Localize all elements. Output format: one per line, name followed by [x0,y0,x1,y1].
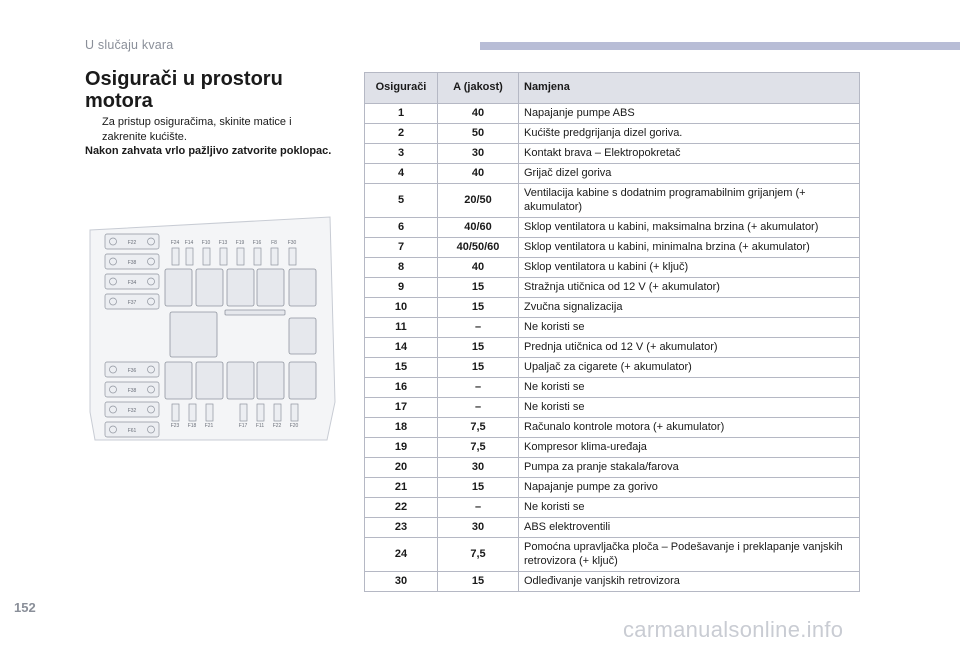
fuse-label: F21 [204,423,214,429]
side-fuse [105,274,159,289]
table-row [365,572,860,592]
amperage-cell: 30 [438,518,519,538]
table-row [365,438,860,458]
amperage-cell: – [438,498,519,518]
fuse-number-cell: 15 [365,358,438,378]
fuse-label: F8 [271,240,277,246]
side-fuse [105,294,159,309]
fuse-number-cell: 18 [365,418,438,438]
relay [165,269,192,306]
purpose-cell: Prednja utičnica od 12 V (+ akumulator) [519,338,860,358]
fuse-number-cell: 19 [365,438,438,458]
relay [289,362,316,399]
side-fuse [105,422,159,437]
amperage-cell: 15 [438,478,519,498]
section-label: U slučaju kvara [85,38,174,52]
fuse-label: F11 [255,423,265,429]
intro-text [85,115,335,159]
purpose-cell: Sklop ventilatora u kabini, maksimalna brzina (+ akumulator) [519,218,860,238]
table-row [365,144,860,164]
relay [165,362,192,399]
fuse-label: F14 [184,240,194,246]
table-row [365,184,860,218]
instruction-text: Za pristup osiguračima, skinite matice i zakrenite kućište. [102,116,292,143]
header-bar [480,42,960,50]
table-row [365,318,860,338]
fuse-number-cell: 10 [365,298,438,318]
fuse-label: F17 [238,423,248,429]
fuse-number-cell: 5 [365,184,438,218]
fuse-number-cell: 4 [365,164,438,184]
fuse-label: F19 [235,240,245,246]
table-row [365,398,860,418]
fuse-label: F13 [218,240,228,246]
table-row [365,124,860,144]
purpose-cell: Kućište predgrijanja dizel goriva. [519,124,860,144]
fuse-number-cell: 14 [365,338,438,358]
table-row [365,338,860,358]
table-row [365,298,860,318]
fuse-number-cell: 3 [365,144,438,164]
fuse-number-cell: 22 [365,498,438,518]
purpose-cell: Grijač dizel goriva [519,164,860,184]
purpose-cell: Ventilacija kabine s dodatnim programabilnim grijanjem (+ akumulator) [519,184,860,218]
fuse-number-cell: 8 [365,258,438,278]
fuse-label: F32 [127,408,137,414]
purpose-cell: Stražnja utičnica od 12 V (+ akumulator) [519,278,860,298]
fuse-number-cell: 2 [365,124,438,144]
purpose-cell: Kompresor klima-uređaja [519,438,860,458]
fuse-number-cell: 16 [365,378,438,398]
fuse-number-cell: 17 [365,398,438,418]
fuse-number-cell: 7 [365,238,438,258]
amperage-cell: 40 [438,164,519,184]
table-header-row [365,73,860,104]
fuse-label: F36 [127,368,137,374]
purpose-cell: Zvučna signalizacija [519,298,860,318]
fuse-label: F24 [170,240,180,246]
table-row [365,538,860,572]
amperage-cell: 15 [438,278,519,298]
column-header-amperage: A (jakost) [438,73,519,104]
side-fuse [105,254,159,269]
purpose-cell: Računalo kontrole motora (+ akumulator) [519,418,860,438]
relay [170,312,217,357]
fuse-number-cell: 24 [365,538,438,572]
table-row [365,378,860,398]
table-row [365,418,860,438]
amperage-cell: 15 [438,298,519,318]
table-row [365,518,860,538]
column-header-purpose: Namjena [519,73,860,104]
relay [289,269,316,306]
side-fuse [105,382,159,397]
fuse-label: F23 [170,423,180,429]
relay [196,269,223,306]
table-row [365,458,860,478]
instruction-bullet [85,115,335,144]
fuse-label: F22 [272,423,282,429]
fuse-number-cell: 21 [365,478,438,498]
watermark: carmanualsonline.info [623,617,844,642]
fuse-label: F38 [127,260,137,266]
amperage-cell: 15 [438,572,519,592]
fuse-number-cell: 1 [365,104,438,124]
side-fuse [105,402,159,417]
fuse-label: F34 [127,280,137,286]
fuse-table [364,72,860,592]
amperage-cell: 40/60 [438,218,519,238]
fuse-number-cell: 6 [365,218,438,238]
relay [257,362,284,399]
amperage-cell: 40/50/60 [438,238,519,258]
fuse-label: F61 [127,428,137,434]
amperage-cell: 20/50 [438,184,519,218]
amperage-cell: 40 [438,104,519,124]
relay [227,269,254,306]
purpose-cell: Ne koristi se [519,318,860,338]
relay [257,269,284,306]
table-row [365,278,860,298]
purpose-cell: Napajanje pumpe ABS [519,104,860,124]
fuse-label: F10 [201,240,211,246]
purpose-cell: Odleđivanje vanjskih retrovizora [519,572,860,592]
purpose-cell: Pumpa za pranje stakala/farova [519,458,860,478]
fuse-label: F20 [289,423,299,429]
amperage-cell: 30 [438,458,519,478]
relay [196,362,223,399]
purpose-cell: Upaljač za cigarete (+ akumulator) [519,358,860,378]
purpose-cell: Pomoćna upravljačka ploča – Podešavanje i preklapanje vanjskih retrovizora (+ ključ) [519,538,860,572]
purpose-cell: Ne koristi se [519,398,860,418]
amperage-cell: 50 [438,124,519,144]
page-title: Osigurači u prostoru motora [85,68,283,112]
amperage-cell: 40 [438,258,519,278]
amperage-cell: – [438,378,519,398]
amperage-cell: – [438,398,519,418]
fuse-number-cell: 30 [365,572,438,592]
purpose-cell: Ne koristi se [519,498,860,518]
amperage-cell: 30 [438,144,519,164]
bullet-icon [85,115,102,144]
fuse-label: F22 [127,240,137,246]
warning-note: Nakon zahvata vrlo pažljivo zatvorite poklopac. [85,145,332,157]
column-header-fuse: Osigurači [365,73,438,104]
table-row [365,218,860,238]
relay [225,310,285,315]
fuse-label: F37 [127,300,137,306]
fuse-number-cell: 11 [365,318,438,338]
purpose-cell: Sklop ventilatora u kabini (+ ključ) [519,258,860,278]
purpose-cell: Ne koristi se [519,378,860,398]
table-row [365,498,860,518]
fuse-label: F18 [187,423,197,429]
purpose-cell: Napajanje pumpe za gorivo [519,478,860,498]
purpose-cell: ABS elektroventili [519,518,860,538]
table-row [365,238,860,258]
amperage-cell: 15 [438,358,519,378]
table-row [365,104,860,124]
amperage-cell: 7,5 [438,538,519,572]
purpose-cell: Sklop ventilatora u kabini, minimalna brzina (+ akumulator) [519,238,860,258]
fuse-label: F38 [127,388,137,394]
fuse-number-cell: 20 [365,458,438,478]
fuse-number-cell: 23 [365,518,438,538]
table-row [365,258,860,278]
side-fuse [105,362,159,377]
amperage-cell: 7,5 [438,438,519,458]
fuse-number-cell: 9 [365,278,438,298]
fuse-label: F30 [287,240,297,246]
purpose-cell: Kontakt brava – Elektropokretač [519,144,860,164]
relay [289,318,316,354]
table-row [365,358,860,378]
amperage-cell: 15 [438,338,519,358]
table-row [365,478,860,498]
amperage-cell: 7,5 [438,418,519,438]
page-number: 152 [14,600,36,615]
fuse-label: F16 [252,240,262,246]
table-row [365,164,860,184]
relay [227,362,254,399]
side-fuse [105,234,159,249]
fuse-box-diagram [85,212,337,442]
amperage-cell: – [438,318,519,338]
